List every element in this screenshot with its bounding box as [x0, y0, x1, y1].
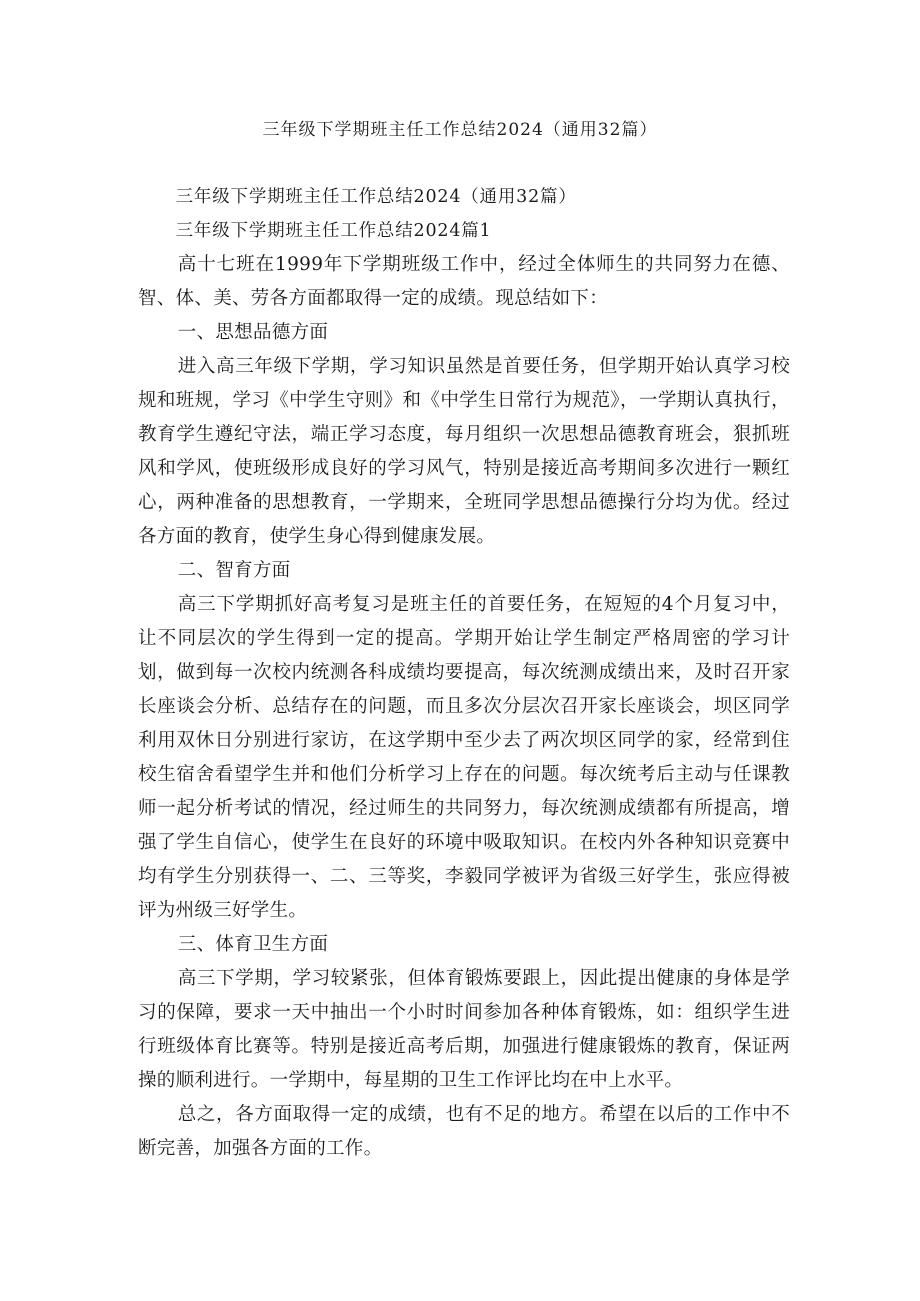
section-heading-intellectual: 二、智育方面	[177, 560, 291, 581]
document-title: 三年级下学期班主任工作总结2024（通用32篇）	[262, 120, 658, 140]
paragraph-sports-hygiene: 高三下学期，学习较紧张，但体育锻炼要跟上，因此提出健康的身体是学习的保障，要求一天中抽出一个小时时间参加各种体育锻炼，如：组织学生进行班级体育比赛等。特别是接近高考后期，加强进行健康锻炼的教育，保证两操的顺利进行。一学期中，每星期的卫生工作评比均在中上水平。	[138, 968, 790, 1091]
document-body	[138, 180, 790, 1166]
section-heading-sports-hygiene: 三、体育卫生方面	[177, 934, 329, 955]
paragraph-intro: 高十七班在1999年下学期班级工作中，经过全体师生的共同努力在德、智、体、美、劳各方面都取得一定的成绩。现总结如下：	[138, 254, 790, 309]
paragraph-conclusion: 总之，各方面取得一定的成绩，也有不足的地方。希望在以后的工作中不断完善，加强各方面的工作。	[138, 1104, 790, 1159]
paragraph-article-heading: 三年级下学期班主任工作总结2024篇1	[175, 221, 492, 241]
paragraph-intellectual: 高三下学期抓好高考复习是班主任的首要任务，在短短的4个月复习中，让不同层次的学生得到一定的提高。学期开始让学生制定严格周密的学习计划，做到每一次校内统测各科成绩均要提高，每次统测成绩出来，及时召开家长座谈会分析、总结存在的问题，而且多次分层次召开家长座谈会，坝区同学利用双休日分别进行家访，在这学期中至少去了两次坝区同学的家，经常到住校生宿舍看望学生并和他们分析学习上存在的问题。每次统考后主动与任课教师一起分析考试的情况，经过师生的共同努力，每次统测成绩都有所提高，增强了学生自信心，使学生在良好的环境中吸取知识。在校内外各种知识竞赛中均有学生分别获得一、二、三等奖，李毅同学被评为省级三好学生，张应得被评为州级三好学生。	[138, 594, 790, 921]
section-heading-moral: 一、思想品德方面	[177, 322, 329, 343]
paragraph-subtitle: 三年级下学期班主任工作总结2024（通用32篇）	[175, 187, 577, 207]
paragraph-moral: 进入高三年级下学期，学习知识虽然是首要任务，但学期开始认真学习校规和班规，学习《中学生守则》和《中学生日常行为规范》，一学期认真执行，教育学生遵纪守法，端正学习态度，每月组织一次思想品德教育班会，狠抓班风和学风，使班级形成良好的学习风气，特别是接近高考期间多次进行一颗红心，两种准备的思想教育，一学期来，全班同学思想品德操行分均为优。经过各方面的教育，使学生身心得到健康发展。	[138, 356, 790, 547]
